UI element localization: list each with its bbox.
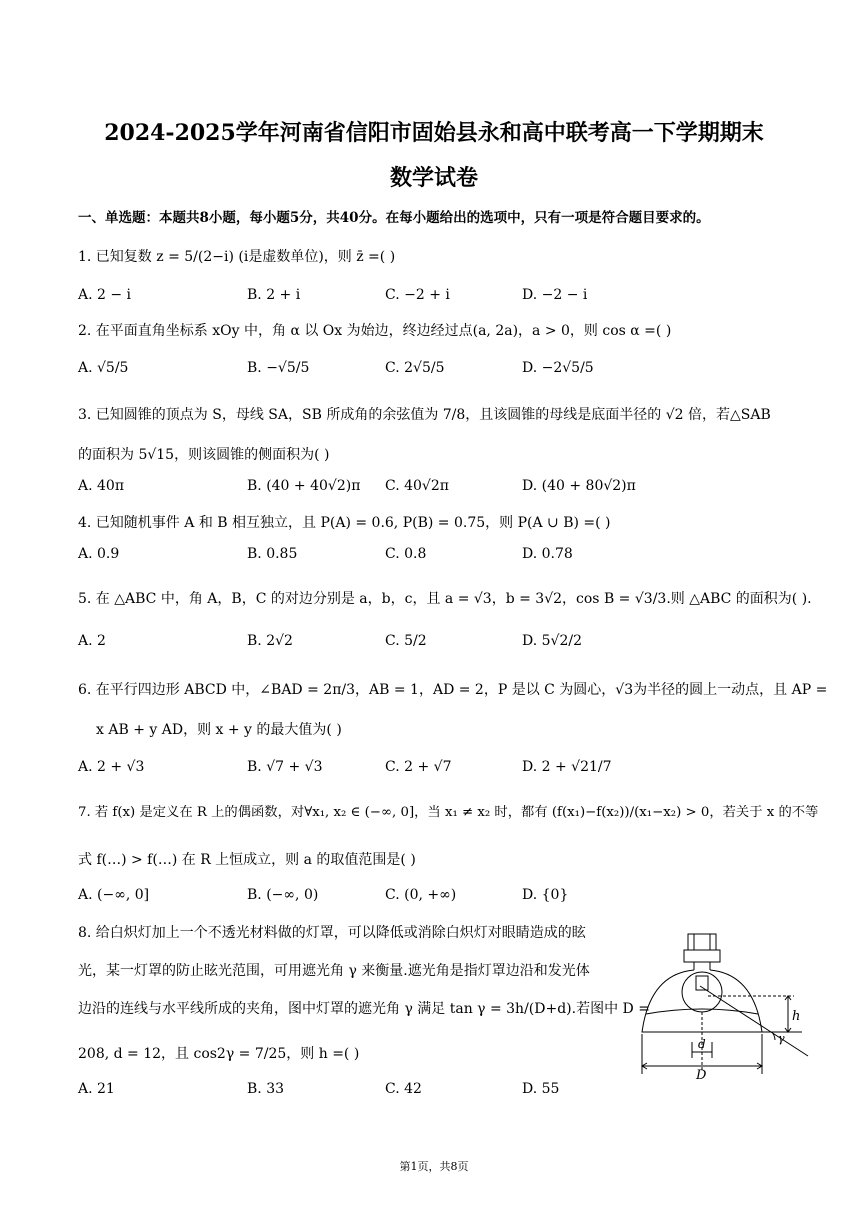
question-1-option-b: B. 2 + i xyxy=(247,287,301,303)
section-heading: 一、单选题：本题共8小题，每小题5分，共40分。在每小题给出的选项中，只有一项是符合题目要求的。 xyxy=(78,210,710,226)
question-3-stem-line-2: 的面积为 5√15，则该圆锥的侧面积为( ) xyxy=(78,447,330,463)
question-5-stem: 5. 在 △ABC 中，角 A，B，C 的对边分别是 a，b，c，且 a = √3，b = 3√2，cos B = √3/3.则 △ABC 的面积为( ). xyxy=(78,591,812,607)
question-2-option-c: C. 2√5/5 xyxy=(385,360,445,376)
question-3-option-c: C. 40√2π xyxy=(385,478,449,494)
page-footer: 第1页，共8页 xyxy=(399,1160,469,1173)
light-bulb xyxy=(682,972,722,1012)
label-D: D xyxy=(696,1068,707,1083)
question-5-option-d: D. 5√2/2 xyxy=(522,633,582,649)
question-4-stem: 4. 已知随机事件 A 和 B 相互独立，且 P(A) = 0.6, P(B) = 0.75，则 P(A ∪ B) =( ) xyxy=(78,515,611,531)
question-8-option-a: A. 21 xyxy=(78,1081,115,1097)
question-7-stem-line-2: 式 f(…) > f(…) 在 R 上恒成立，则 a 的取值范围是( ) xyxy=(78,852,416,868)
question-2-option-b: B. −√5/5 xyxy=(247,360,310,376)
lamp-shade-figure xyxy=(632,924,812,1084)
question-8-option-c: C. 42 xyxy=(385,1081,422,1097)
question-3-option-b: B. (40 + 40√2)π xyxy=(247,478,361,494)
question-5-option-b: B. 2√2 xyxy=(247,633,293,649)
question-8-option-b: B. 33 xyxy=(247,1081,285,1097)
question-2-stem: 2. 在平面直角坐标系 xOy 中，角 α 以 Ox 为始边，终边经过点(a, 2a)，a > 0，则 cos α =( ) xyxy=(78,323,672,339)
question-6-stem-line-1: 6. 在平行四边形 ABCD 中，∠BAD = 2π/3，AB = 1，AD = 2，P 是以 C 为圆心，√3为半径的圆上一动点，且 AP = xyxy=(78,682,828,698)
question-8-option-d: D. 55 xyxy=(522,1081,560,1097)
question-5-option-c: C. 5/2 xyxy=(385,633,427,649)
question-1-option-a: A. 2 − i xyxy=(78,287,132,303)
question-8-stem-line-3: 边沿的连线与水平线所成的夹角，图中灯罩的遮光角 γ 满足 tan γ = 3h/(D+d).若图中 D = xyxy=(78,1001,650,1017)
label-h: h xyxy=(792,1009,801,1024)
question-4-option-c: C. 0.8 xyxy=(385,546,427,562)
question-4-option-d: D. 0.78 xyxy=(522,546,573,562)
question-1-stem: 1. 已知复数 z = 5/(2−i) (i是虚数单位)，则 z̄ =( ) xyxy=(78,249,396,265)
question-7-stem-line-1: 7. 若 f(x) 是定义在 R 上的偶函数，对∀x₁, x₂ ∈ (−∞, 0]，当 x₁ ≠ x₂ 时，都有 (f(x₁)−f(x₂))/(x₁−x₂) > 0，若关于 x 的不等 xyxy=(78,805,819,820)
question-7-option-d: D. {0} xyxy=(522,887,569,903)
question-4-option-b: B. 0.85 xyxy=(247,546,298,562)
question-7-option-a: A. (−∞, 0] xyxy=(78,887,150,903)
question-6-option-c: C. 2 + √7 xyxy=(385,759,452,775)
page-subtitle: 数学试卷 xyxy=(389,165,478,191)
question-8-stem-line-4: 208, d = 12，且 cos2γ = 7/25，则 h =( ) xyxy=(78,1046,360,1062)
question-4-option-a: A. 0.9 xyxy=(78,546,120,562)
question-6-option-b: B. √7 + √3 xyxy=(247,759,323,775)
question-3-stem-line-1: 3. 已知圆锥的顶点为 S，母线 SA，SB 所成角的余弦值为 7/8，且该圆锥的母线是底面半径的 √2 倍，若△SAB xyxy=(78,407,771,423)
label-d: d xyxy=(698,1037,706,1051)
question-6-stem-line-2: x AB + y AD，则 x + y 的最大值为( ) xyxy=(96,722,342,738)
question-7-option-c: C. (0, +∞) xyxy=(385,887,457,903)
question-8-stem-line-2: 光，某一灯罩的防止眩光范围，可用遮光角 γ 来衡量.遮光角是指灯罩边沿和发光体 xyxy=(78,963,590,979)
label-gamma: γ xyxy=(778,1032,785,1045)
lamp-holder xyxy=(684,950,720,962)
lamp-socket xyxy=(688,934,716,950)
question-7-option-b: B. (−∞, 0) xyxy=(247,887,319,903)
question-1-option-c: C. −2 + i xyxy=(385,287,450,303)
question-3-option-d: D. (40 + 80√2)π xyxy=(522,478,636,494)
question-6-option-d: D. 2 + √21/7 xyxy=(522,759,612,775)
question-5-option-a: A. 2 xyxy=(78,633,106,649)
question-2-option-d: D. −2√5/5 xyxy=(522,360,594,376)
question-2-option-a: A. √5/5 xyxy=(78,360,129,376)
question-8-stem-line-1: 8. 给白炽灯加上一个不透光材料做的灯罩，可以降低或消除白炽灯对眼睛造成的眩 xyxy=(78,925,586,941)
question-1-option-d: D. −2 − i xyxy=(522,287,588,303)
question-3-option-a: A. 40π xyxy=(78,478,125,494)
question-6-option-a: A. 2 + √3 xyxy=(78,759,145,775)
page-title: 2024-2025学年河南省信阳市固始县永和高中联考高一下学期期末 xyxy=(104,120,764,146)
